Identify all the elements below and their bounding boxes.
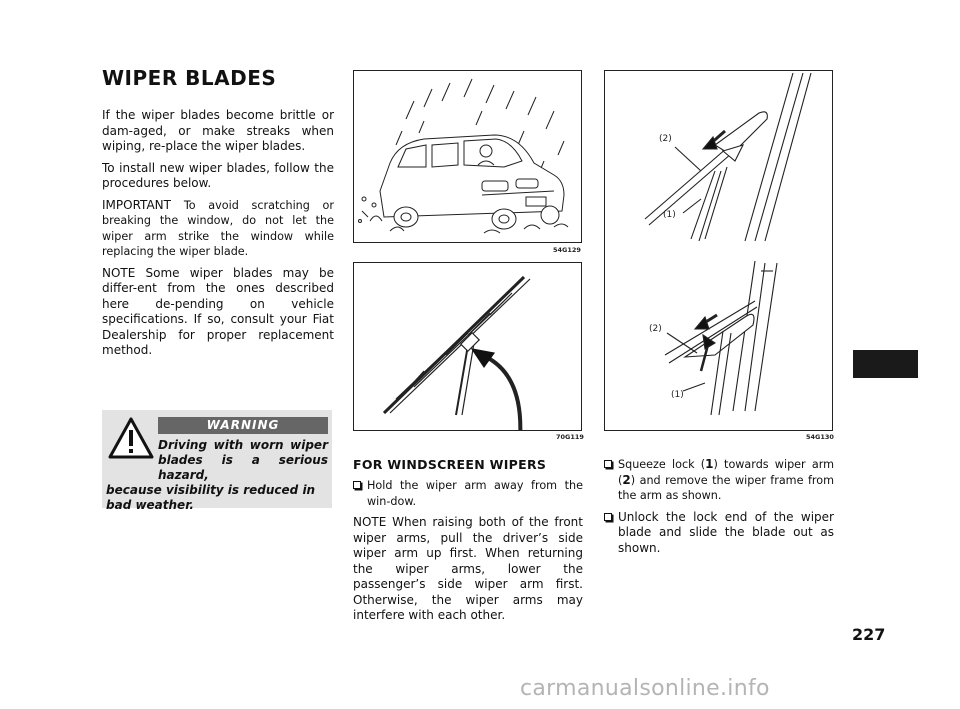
lock-step-2-text: Unlock the lock end of the wiper blade and slide the blade out as shown. [618, 509, 834, 555]
car-figure-code: 54G129 [553, 246, 581, 254]
section-tab [853, 350, 918, 378]
windscreen-step-1-text: Hold the wiper arm away from the win-dow. [367, 479, 583, 508]
warning-line-2: because visibility is reduced in bad weather. [106, 483, 316, 512]
lock-label-lock-upper: (1) [663, 210, 676, 220]
wiper-blade-illustration [354, 263, 581, 430]
wiper-lock-illustration [605, 71, 832, 430]
windscreen-step-1 [353, 478, 583, 509]
lock-step-1-num-2: 2 [622, 472, 631, 487]
blade-illustration-frame [353, 262, 582, 431]
intro-paragraph-2: To install new wiper blades, follow the procedures below. [102, 160, 334, 190]
car-illustration-frame [353, 70, 582, 243]
car-in-rain-illustration [354, 71, 581, 242]
blade-figure-code: 70G119 [556, 433, 584, 441]
note-paragraph [102, 266, 334, 359]
windscreen-note-text: When raising both of the front wiper arms, pull the driver’s side wiper arm up first. When returning the wiper arms, lower the passenger’s side wiper arm first. Otherwise, the wiper arms may interfere with each other. [353, 515, 583, 622]
bullet-box-icon [604, 513, 612, 521]
warning-line-1: Driving with worn wiper blades is a serious hazard, [158, 438, 328, 482]
important-lead: IMPORTANT [102, 197, 171, 212]
windscreen-note [353, 515, 583, 624]
bullet-box-icon [353, 481, 361, 489]
bullet-box-icon [604, 460, 612, 468]
lock-figure-code: 54G130 [806, 433, 834, 441]
lock-label-arm-upper: (2) [659, 134, 672, 144]
steps-column [604, 457, 834, 562]
lock-illustration-frame [604, 70, 833, 431]
important-paragraph [102, 198, 334, 260]
warning-label: WARNING [158, 417, 328, 434]
intro-paragraph-1: If the wiper blades become brittle or dam-aged, or make streaks when wiping, re-place the wiper blades. [102, 108, 334, 153]
note-lead: NOTE [102, 265, 136, 280]
windscreen-column [353, 457, 583, 630]
important-text: To avoid scratching or breaking the window, do not let the wiper arm strike the window while replacing the wiper blade. [102, 198, 334, 258]
warning-text [106, 438, 328, 513]
lock-step-2 [604, 510, 834, 557]
intro-column [102, 108, 334, 365]
lock-label-lock-lower: (1) [671, 390, 684, 400]
lock-step-1-num-1: 1 [705, 457, 714, 471]
page-title: WIPER BLADES [102, 66, 277, 90]
note-text: Some wiper blades may be differ-ent from the ones described here de-pending on vehicle specifications. If so, consult your Fiat Dealership for proper replacement method. [102, 265, 334, 357]
lock-step-1-part-c: ) and remove the wiper frame from the arm as shown. [618, 473, 834, 502]
windscreen-heading: FOR WINDSCREEN WIPERS [353, 457, 547, 472]
page-number: 227 [852, 625, 886, 644]
lock-step-1-part-a: Squeeze lock ( [618, 458, 706, 471]
watermark: carmanualsonline.info [520, 676, 770, 701]
lock-step-1 [604, 457, 834, 504]
lock-label-arm-lower: (2) [649, 324, 662, 334]
windscreen-note-lead: NOTE [353, 515, 387, 529]
lock-step-1-part-b: ) towards wiper arm ( [618, 458, 834, 487]
